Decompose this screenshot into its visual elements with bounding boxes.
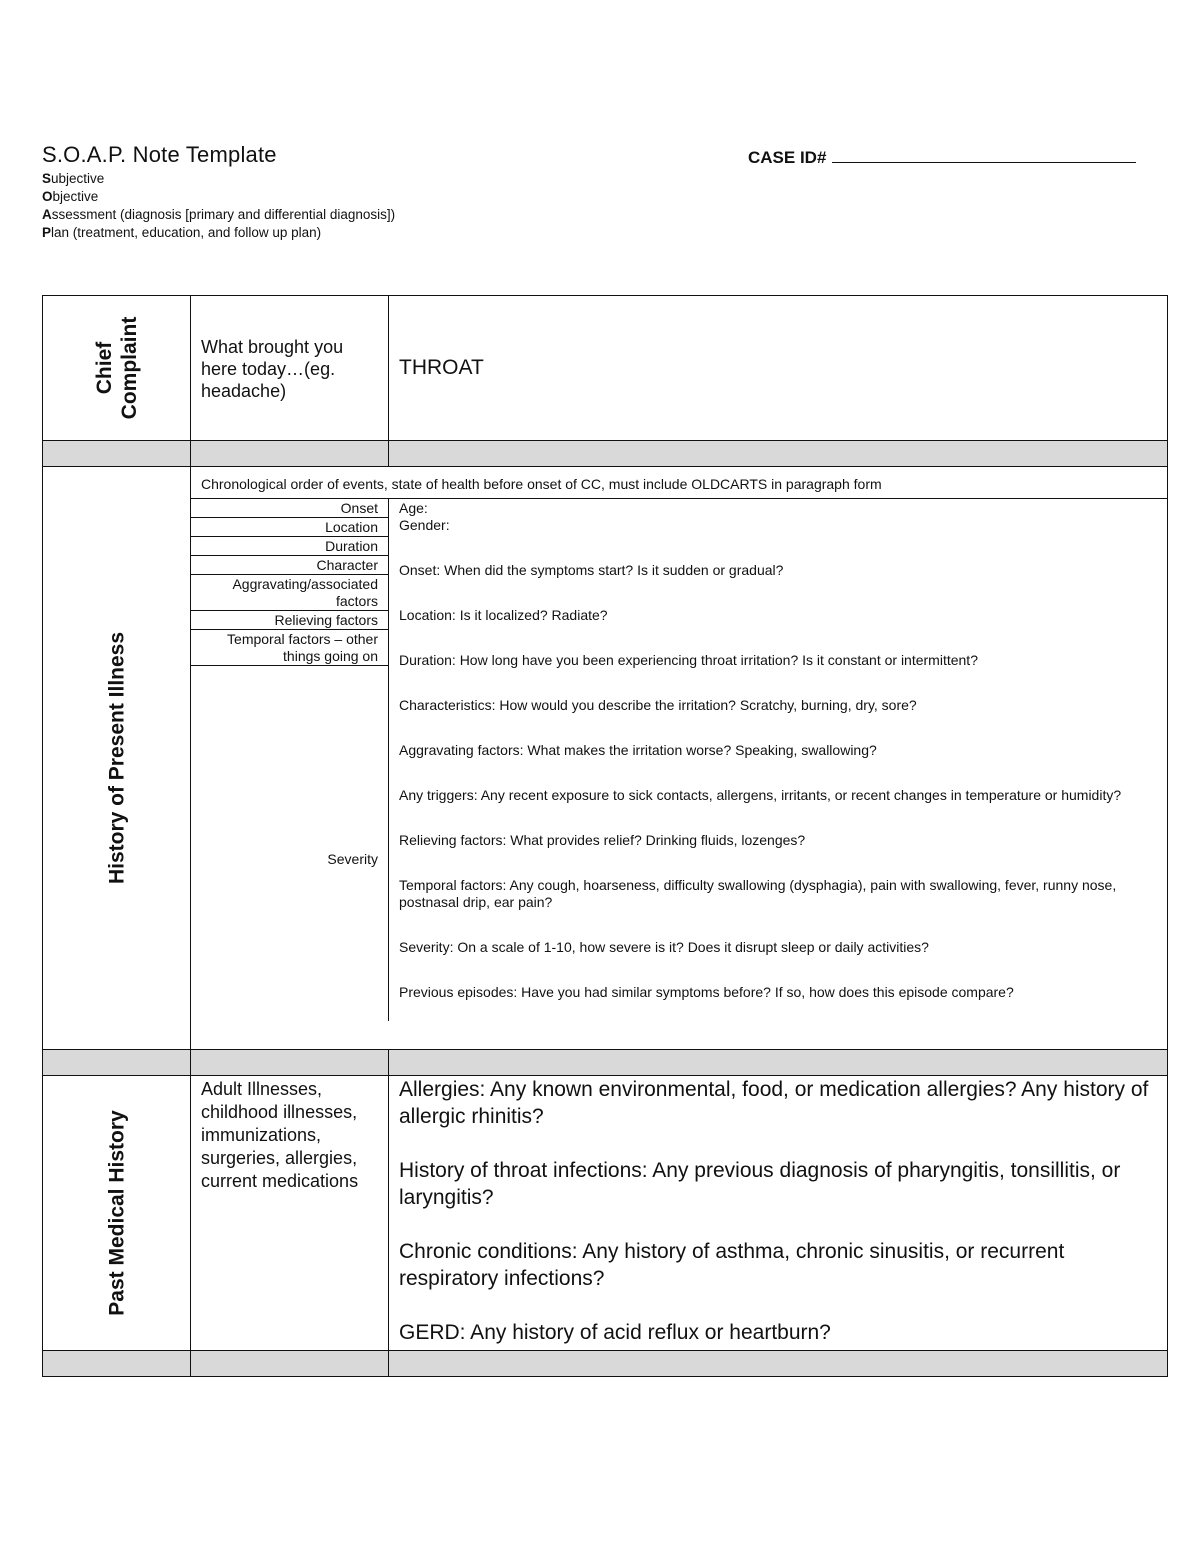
hpi-intro: Chronological order of events, state of health before onset of CC, must include OLDCARTS in paragraph form	[191, 467, 1167, 499]
case-id-blank[interactable]	[832, 146, 1136, 163]
pmh-content-cell[interactable]	[389, 1076, 1168, 1351]
oldcarts-label: Location	[191, 518, 388, 537]
hpi-row	[43, 467, 1168, 1050]
oldcarts-label: Duration	[191, 537, 388, 556]
chief-complaint-value[interactable]: THROAT	[399, 356, 484, 379]
age-field[interactable]: Age:	[399, 500, 428, 516]
hpi-content-cell	[191, 467, 1168, 1050]
chief-complaint-label: Chief Complaint	[92, 316, 141, 420]
case-id-field[interactable]	[748, 146, 1136, 168]
hpi-question: Characteristics: How would you describe the irritation? Scratchy, burning, dry, sore?	[399, 697, 917, 713]
hpi-question: Any triggers: Any recent exposure to sick contacts, allergens, irritants, or recent changes in temperature or humidity?	[399, 787, 1122, 803]
gender-field[interactable]: Gender:	[399, 517, 450, 533]
oldcarts-labels	[191, 499, 389, 1021]
hpi-label-cell	[43, 467, 191, 1050]
pmh-question: Allergies: Any known environmental, food, or medication allergies? Any history of allergic rhinitis?	[399, 1078, 1149, 1128]
spacer-row	[43, 1351, 1168, 1377]
legend-item: Objective	[42, 189, 99, 204]
pmh-question: GERD: Any history of acid reflux or heartburn?	[399, 1321, 831, 1344]
hpi-label: History of Present Illness	[105, 631, 128, 885]
hpi-question: Location: Is it localized? Radiate?	[399, 607, 608, 623]
chief-complaint-prompt: What brought you here today…(eg. headache)	[201, 337, 344, 401]
case-id-label: CASE ID#	[748, 148, 827, 167]
chief-complaint-value-cell[interactable]	[389, 296, 1168, 441]
hpi-question: Relieving factors: What provides relief? Drinking fluids, lozenges?	[399, 832, 806, 848]
spacer-row	[43, 441, 1168, 467]
pmh-question: Chronic conditions: Any history of asthma, chronic sinusitis, or recurrent respiratory infections?	[399, 1240, 1065, 1290]
soap-table	[42, 295, 1168, 1377]
pmh-question: History of throat infections: Any previous diagnosis of pharyngitis, tonsillitis, or laryngitis?	[399, 1159, 1121, 1209]
pmh-prompt-cell	[191, 1076, 389, 1351]
legend-item: Plan (treatment, education, and follow up plan)	[42, 225, 322, 240]
oldcarts-label: Onset	[191, 499, 388, 518]
hpi-question: Temporal factors: Any cough, hoarseness, difficulty swallowing (dysphagia), pain with swallowing, fever, runny nose, postnasal drip, ear pain?	[399, 877, 1117, 910]
pmh-row	[43, 1076, 1168, 1351]
hpi-question: Severity: On a scale of 1-10, how severe is it? Does it disrupt sleep or daily activities?	[399, 939, 929, 955]
legend-item: Subjective	[42, 171, 105, 186]
spacer-row	[43, 1050, 1168, 1076]
oldcarts-label: Aggravating/associated factors	[191, 575, 388, 611]
legend-item: Assessment (diagnosis [primary and differential diagnosis])	[42, 207, 396, 222]
pmh-questions	[389, 1076, 1167, 1350]
severity-label: Severity	[327, 851, 378, 867]
hpi-question: Onset: When did the symptoms start? Is it sudden or gradual?	[399, 562, 784, 578]
chief-complaint-row	[43, 296, 1168, 441]
page-title: S.O.A.P. Note Template	[42, 142, 277, 167]
hpi-question: Aggravating factors: What makes the irritation worse? Speaking, swallowing?	[399, 742, 877, 758]
chief-complaint-prompt-cell	[191, 296, 389, 441]
hpi-questions[interactable]	[389, 499, 1167, 1021]
chief-complaint-label-cell	[43, 296, 191, 441]
oldcarts-label: Temporal factors – other things going on	[191, 630, 388, 666]
pmh-label-cell	[43, 1076, 191, 1351]
oldcarts-label: Character	[191, 556, 388, 575]
oldcarts-label: Relieving factors	[191, 611, 388, 630]
pmh-label: Past Medical History	[105, 1110, 128, 1316]
hpi-question: Duration: How long have you been experiencing throat irritation? Is it constant or intermittent?	[399, 652, 978, 668]
pmh-prompt: Adult Illnesses, childhood illnesses, immunizations, surgeries, allergies, current medications	[201, 1079, 359, 1191]
soap-legend	[42, 170, 1152, 242]
hpi-question: Previous episodes: Have you had similar symptoms before? If so, how does this episode compare?	[399, 984, 1014, 1000]
